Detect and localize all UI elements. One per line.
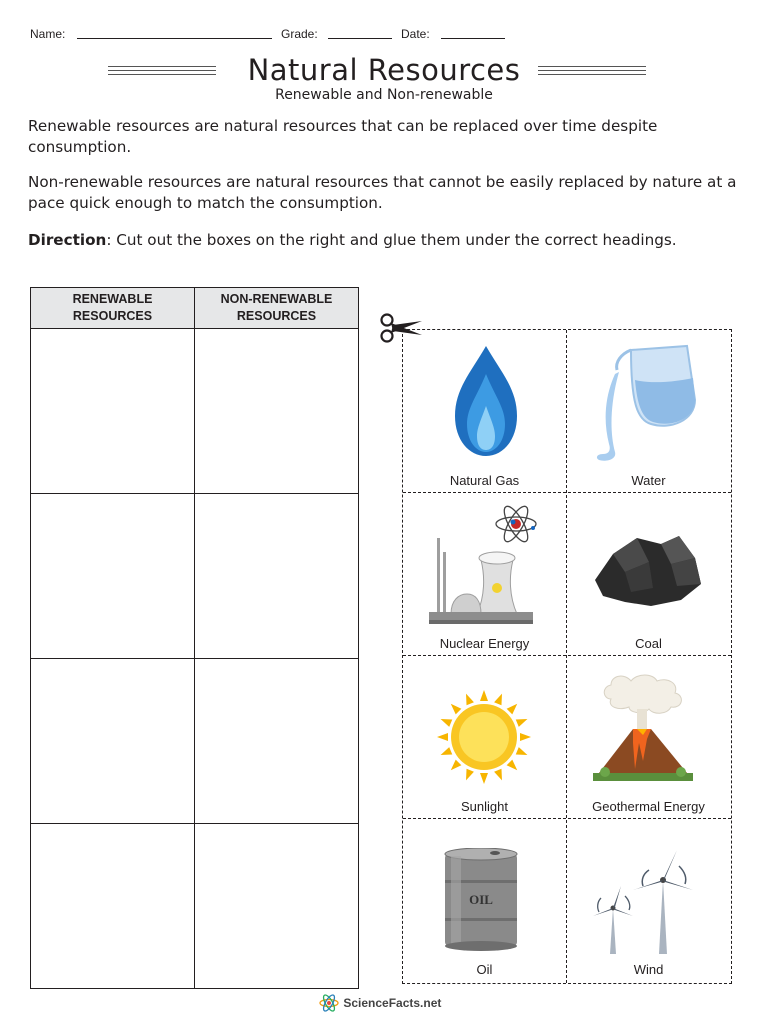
sorting-table [30, 287, 359, 989]
table-cell[interactable] [31, 659, 195, 824]
footer-logo [318, 992, 441, 1014]
grade-label: Grade: [281, 27, 318, 41]
footer-logo-text: ScienceFacts.net [343, 996, 442, 1010]
grade-field[interactable] [328, 38, 392, 39]
table-cell[interactable] [195, 824, 359, 989]
table-cell[interactable] [31, 824, 195, 989]
card-water[interactable]: Water [631, 473, 666, 488]
nuclear-plant-icon [421, 502, 539, 630]
water-pitcher-icon [591, 340, 703, 468]
card-geothermal-energy[interactable]: Geothermal Energy [592, 799, 705, 814]
table-cell[interactable] [195, 659, 359, 824]
card-oil[interactable]: Oil [476, 962, 493, 977]
card-natural-gas[interactable]: Natural Gas [449, 473, 520, 488]
coal-icon [591, 528, 705, 610]
table-cell[interactable] [195, 494, 359, 659]
direction-label: Direction [28, 231, 107, 249]
card-sunlight[interactable]: Sunlight [461, 799, 508, 814]
wind-turbine-icon [589, 846, 703, 958]
table-cell[interactable] [31, 329, 195, 494]
nonrenewable-header: NON-RENEWABLE RESOURCES [195, 288, 359, 329]
barrel-label: OIL [469, 892, 493, 907]
date-field[interactable] [441, 38, 505, 39]
direction-text [28, 230, 748, 251]
nonrenewable-definition: Non-renewable resources are natural resources that cannot be easily replaced by nature at a pace quick enough to match the consumption. [28, 173, 737, 212]
oil-barrel-icon [443, 848, 519, 952]
name-label: Name: [30, 27, 66, 41]
page-title: Natural Resources [247, 53, 521, 87]
renewable-header: RENEWABLE RESOURCES [31, 288, 195, 329]
card-nuclear-energy[interactable]: Nuclear Energy [439, 636, 530, 651]
card-wind[interactable]: Wind [633, 962, 664, 977]
page-subtitle: Renewable and Non-renewable [275, 87, 493, 103]
flame-icon [451, 344, 521, 459]
date-label: Date: [401, 27, 430, 41]
cutout-cards [402, 329, 732, 984]
volcano-icon [593, 673, 693, 785]
atom-logo-icon [318, 992, 340, 1014]
table-cell[interactable] [31, 494, 195, 659]
card-coal[interactable]: Coal [635, 636, 662, 651]
table-cell[interactable] [195, 329, 359, 494]
name-field[interactable] [77, 38, 272, 39]
direction-body: : Cut out the boxes on the right and glue them under the correct headings. [106, 231, 677, 249]
sun-icon [435, 688, 533, 786]
renewable-definition: Renewable resources are natural resources that can be replaced over time despite consumption. [28, 117, 658, 156]
